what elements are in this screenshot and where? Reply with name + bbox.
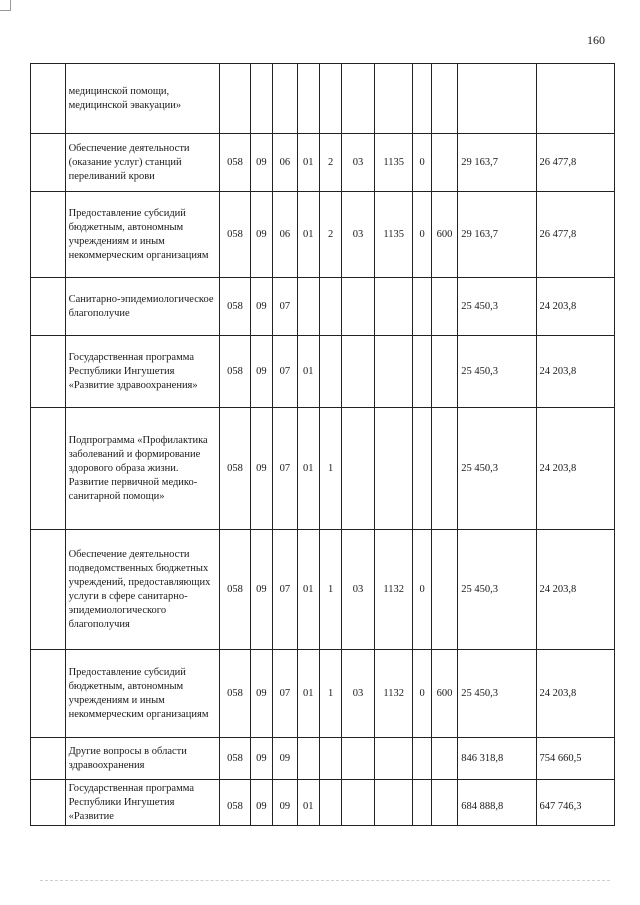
code-cell [374,64,413,134]
code-cell [220,64,251,134]
code-cell: 01 [297,780,319,826]
amount-cell: 29 163,7 [458,134,536,192]
code-cell: 600 [431,650,457,738]
code-cell: 09 [250,650,272,738]
code-cell: 2 [319,134,341,192]
code-cell [342,336,375,408]
amount-cell: 24 203,8 [536,336,614,408]
code-cell: 03 [342,530,375,650]
amount-cell: 24 203,8 [536,530,614,650]
code-cell: 01 [297,530,319,650]
row-name: Государственная программа Республики Ингушетия «Развитие [65,780,220,826]
code-cell [374,336,413,408]
code-cell [413,278,431,336]
row-name: Государственная программа Республики Ингушетия «Развитие здравоохранения» [65,336,220,408]
amount-cell: 647 746,3 [536,780,614,826]
scan-bottom-artifact [40,880,610,882]
amount-cell: 25 450,3 [458,278,536,336]
blank-cell [31,64,66,134]
code-cell [342,780,375,826]
code-cell: 09 [250,738,272,780]
code-cell [342,64,375,134]
code-cell [297,738,319,780]
code-cell [342,278,375,336]
code-cell [413,336,431,408]
code-cell [250,64,272,134]
blank-cell [31,134,66,192]
code-cell: 09 [250,134,272,192]
amount-cell: 26 477,8 [536,134,614,192]
scan-corner-mark [0,0,11,11]
row-name: Предоставление субсидий бюджетным, автономным учреждениям и иным некоммерческим организациям [65,192,220,278]
row-name: Санитарно-эпидемиологическое благополучие [65,278,220,336]
blank-cell [31,530,66,650]
code-cell: 1 [319,530,341,650]
table-row [31,192,615,278]
table-row [31,530,615,650]
amount-cell: 24 203,8 [536,650,614,738]
code-cell: 058 [220,650,251,738]
row-name: Предоставление субсидий бюджетным, автономным учреждениям и иным некоммерческим организациям [65,650,220,738]
blank-cell [31,192,66,278]
table-row [31,336,615,408]
code-cell: 01 [297,408,319,530]
code-cell [413,408,431,530]
code-cell: 058 [220,780,251,826]
code-cell: 058 [220,738,251,780]
code-cell: 2 [319,192,341,278]
code-cell: 07 [273,336,297,408]
amount-cell: 25 450,3 [458,650,536,738]
amount-cell: 846 318,8 [458,738,536,780]
code-cell [431,738,457,780]
row-name: Обеспечение деятельности подведомственных бюджетных учреждений, предоставляющих услуги в сфере санитарно-эпидемиологического благополучия [65,530,220,650]
code-cell: 01 [297,192,319,278]
row-name: Другие вопросы в области здравоохранения [65,738,220,780]
blank-cell [31,336,66,408]
code-cell: 03 [342,650,375,738]
code-cell [297,278,319,336]
code-cell: 1132 [374,650,413,738]
amount-cell [536,64,614,134]
code-cell: 03 [342,192,375,278]
blank-cell [31,780,66,826]
code-cell [374,408,413,530]
code-cell: 09 [250,780,272,826]
code-cell [297,64,319,134]
amount-cell: 29 163,7 [458,192,536,278]
blank-cell [31,408,66,530]
table-row [31,64,615,134]
blank-cell [31,650,66,738]
row-name: медицинской помощи, медицинской эвакуации» [65,64,220,134]
amount-cell: 754 660,5 [536,738,614,780]
amount-cell: 684 888,8 [458,780,536,826]
code-cell [319,64,341,134]
code-cell [431,530,457,650]
code-cell: 09 [250,278,272,336]
code-cell: 0 [413,192,431,278]
code-cell [374,278,413,336]
code-cell: 06 [273,192,297,278]
page-number: 160 [587,33,605,47]
code-cell [319,780,341,826]
code-cell [431,408,457,530]
code-cell: 058 [220,134,251,192]
code-cell: 07 [273,278,297,336]
amount-cell: 25 450,3 [458,408,536,530]
code-cell: 09 [273,738,297,780]
code-cell: 1 [319,408,341,530]
code-cell: 06 [273,134,297,192]
code-cell: 0 [413,530,431,650]
code-cell: 1 [319,650,341,738]
code-cell: 09 [250,408,272,530]
code-cell: 07 [273,650,297,738]
code-cell [273,64,297,134]
blank-cell [31,278,66,336]
code-cell: 01 [297,134,319,192]
code-cell [374,780,413,826]
code-cell: 09 [250,530,272,650]
code-cell [374,738,413,780]
code-cell: 058 [220,336,251,408]
code-cell [431,64,457,134]
code-cell [413,64,431,134]
code-cell [413,780,431,826]
amount-cell: 26 477,8 [536,192,614,278]
code-cell [342,738,375,780]
code-cell: 09 [250,336,272,408]
code-cell [342,408,375,530]
row-name: Подпрограмма «Профилактика заболеваний и формирование здорового образа жизни. Развитие первичной медико-санитарной помощи» [65,408,220,530]
code-cell: 07 [273,408,297,530]
code-cell: 600 [431,192,457,278]
code-cell [319,278,341,336]
blank-cell [31,738,66,780]
code-cell: 058 [220,278,251,336]
code-cell: 1135 [374,192,413,278]
code-cell: 01 [297,650,319,738]
amount-cell [458,64,536,134]
table-row [31,738,615,780]
code-cell [431,780,457,826]
amount-cell: 25 450,3 [458,530,536,650]
code-cell [431,134,457,192]
code-cell: 1132 [374,530,413,650]
code-cell: 09 [250,192,272,278]
code-cell: 058 [220,530,251,650]
code-cell: 0 [413,134,431,192]
table-row [31,278,615,336]
code-cell: 0 [413,650,431,738]
code-cell: 1135 [374,134,413,192]
budget-table [30,63,615,826]
code-cell: 01 [297,336,319,408]
code-cell [431,336,457,408]
table-row [31,408,615,530]
amount-cell: 25 450,3 [458,336,536,408]
amount-cell: 24 203,8 [536,408,614,530]
code-cell [431,278,457,336]
code-cell [319,738,341,780]
amount-cell: 24 203,8 [536,278,614,336]
code-cell: 058 [220,408,251,530]
table-row [31,650,615,738]
table-row [31,780,615,826]
code-cell: 058 [220,192,251,278]
code-cell: 03 [342,134,375,192]
table-row [31,134,615,192]
code-cell: 07 [273,530,297,650]
code-cell: 09 [273,780,297,826]
row-name: Обеспечение деятельности (оказание услуг) станций переливаний крови [65,134,220,192]
code-cell [413,738,431,780]
code-cell [319,336,341,408]
